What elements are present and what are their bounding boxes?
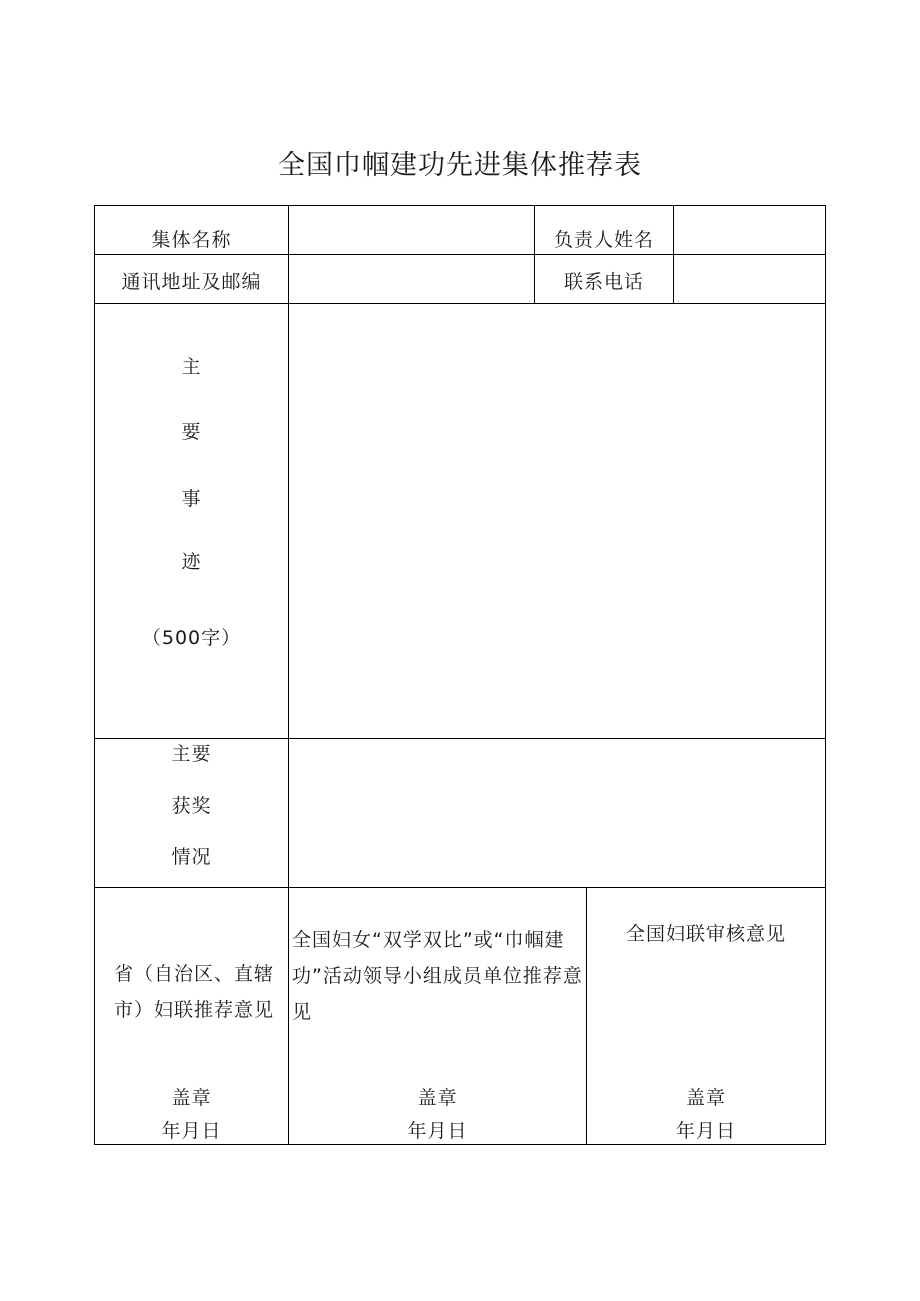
awards-label-line-3: 情况 [171,846,212,868]
campaign-opinion-label: 全国妇女“双学双比”或“巾帼建功”活动领导小组成员单位推荐意见 [292,929,583,1023]
campaign-seal-label: 盖章 [417,1087,458,1109]
deeds-label-char-1: 主 [181,356,202,378]
phone-label: 联系电话 [563,271,644,293]
deeds-label-char-3: 事 [181,488,202,510]
deeds-label-char-2: 要 [181,421,202,443]
address-label: 通讯地址及邮编 [121,271,262,293]
awards-label-line-2: 获奖 [171,795,212,817]
row-divider-3 [95,738,825,739]
row-divider-4 [95,887,825,888]
row-divider-2 [95,303,825,304]
province-date-label: 年月日 [161,1120,222,1142]
province-opinion-label: 省（自治区、直辖市）妇联推荐意见 [113,963,274,1021]
page-title: 全国巾帼建功先进集体推荐表 [278,150,642,181]
acwf-opinion-label: 全国妇联审核意见 [625,923,786,945]
acwf-date-label: 年月日 [675,1120,736,1142]
campaign-date-label: 年月日 [407,1120,468,1142]
awards-label-line-1: 主要 [171,743,212,765]
recommendation-form [94,205,826,1145]
deeds-label-char-4: 迹 [181,551,202,573]
deeds-word-limit: （500字） [141,627,242,649]
leader-name-label: 负责人姓名 [553,229,654,251]
row-divider-1 [95,254,825,255]
col-divider-label [288,206,289,1144]
province-seal-label: 盖章 [171,1087,212,1109]
group-name-label: 集体名称 [151,229,232,251]
col-divider-right [673,206,674,303]
acwf-seal-label: 盖章 [685,1087,726,1109]
